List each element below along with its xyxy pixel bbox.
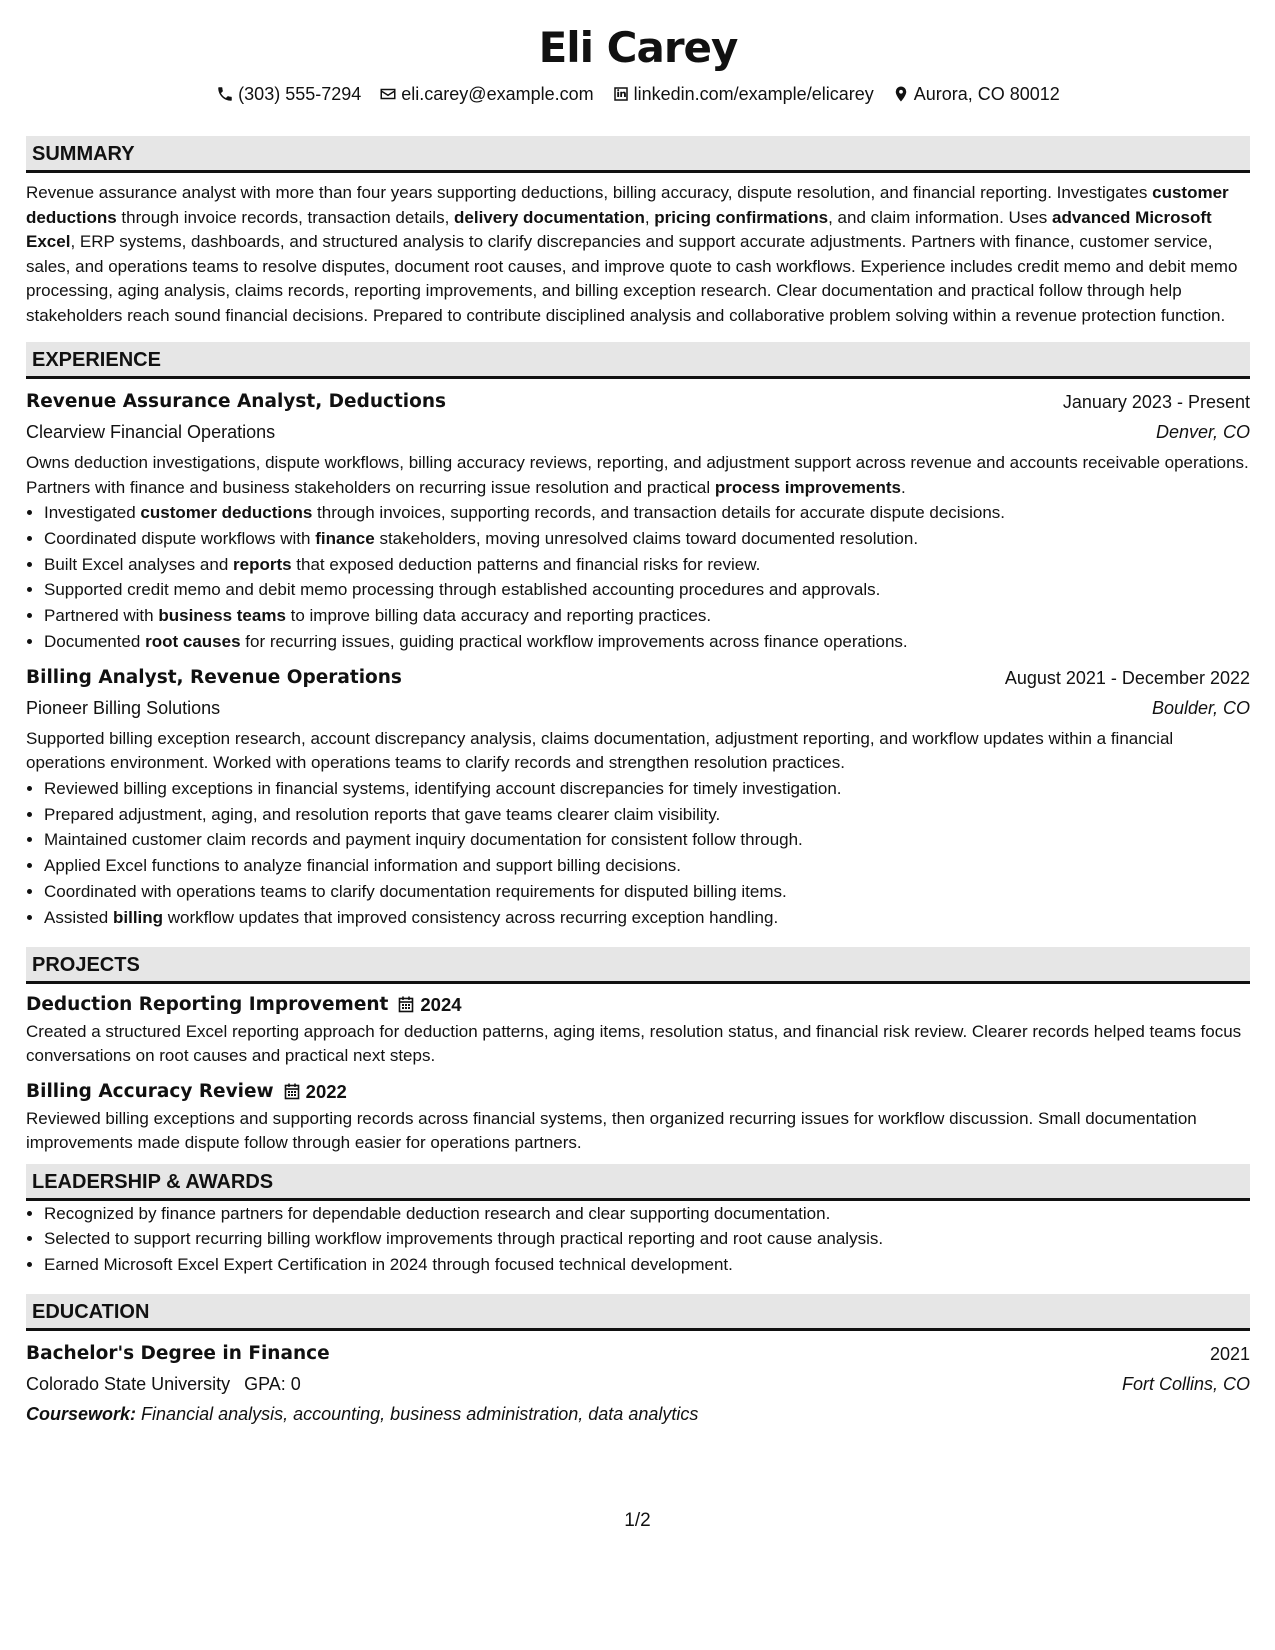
edu-gpa: GPA: 0	[244, 1373, 301, 1394]
text-run: Supported credit memo and debit memo processing through established accounting procedures and approvals.	[44, 580, 881, 600]
job-title: Revenue Assurance Analyst, Deductions	[26, 391, 447, 412]
summary-text	[26, 181, 1250, 328]
job-location: Boulder, CO	[1151, 697, 1250, 718]
emphasis-text: advanced Microsoft Excel	[26, 207, 1212, 251]
edu-location: Fort Collins, CO	[1121, 1373, 1250, 1394]
project-title: Deduction Reporting Improvement	[26, 993, 389, 1015]
calendar-icon	[284, 1083, 300, 1100]
education-entry	[26, 1339, 1250, 1429]
section-header-summary: SUMMARY	[26, 136, 1250, 173]
experience-entry	[26, 387, 1250, 655]
section-header-education: EDUCATION	[26, 1294, 1250, 1331]
text-run: Assisted	[44, 907, 113, 927]
leadership-item: • Earned Microsoft Excel Expert Certification in 2024 through focused technical development.	[44, 1252, 1250, 1278]
project-year	[398, 990, 461, 1020]
contact-email[interactable]	[379, 82, 593, 106]
text-run: through invoices, supporting records, and transaction details for accurate dispute decisions.	[312, 503, 1005, 522]
bullet-item	[44, 802, 1250, 828]
text-run: Documented	[44, 631, 146, 651]
job-bullets	[26, 776, 1250, 931]
job-company: Clearview Financial Operations	[26, 422, 276, 442]
text-run: Maintained customer claim records and payment inquiry documentation for consistent follow through.	[44, 830, 803, 850]
job-dates: August 2021 - December 2022	[1004, 667, 1250, 688]
project-title: Billing Accuracy Review	[26, 1080, 274, 1102]
text-run: Reviewed billing exceptions in financial systems, identifying account discrepancies for timely investigation.	[44, 778, 842, 798]
leadership-item: • Selected to support recurring billing workflow improvements through practical reporting and root cause analysis.	[44, 1226, 1250, 1252]
bullet-item	[44, 879, 1250, 905]
project-year	[284, 1077, 347, 1107]
text-run: .	[901, 477, 906, 497]
text-run: Supported billing exception research, account discrepancy analysis, claims documentation, adjustment reporting, and workflow updates within a financial operations environment. Worked with operations teams to clarify records and strengthen resolution practices.	[26, 728, 1174, 773]
bullet-item	[44, 500, 1250, 526]
coursework-text: Financial analysis, accounting, business administration, data analytics	[141, 1403, 699, 1424]
text-run: Partnered with	[44, 606, 159, 626]
emphasis-text: finance	[315, 528, 375, 548]
text-run: Applied Excel functions to analyze financial information and support billing decisions.	[44, 856, 681, 876]
contact-bar	[26, 82, 1250, 106]
experience-entry	[26, 663, 1250, 931]
text-run: , ERP systems, dashboards, and structured analysis to clarify discrepancies and support accurate adjustments. Partners with finance, customer service, sales, and operations teams to resolve disputes, document root causes, and improve quote to cash workflows. Experience includes credit memo and debit memo processing, aging analysis, claims records, reporting improvements, and billing exception research. Clear documentation and practical follow through help stakeholders reach sound financial decisions. Prepared to contribute disciplined analysis and collaborative problem solving within a revenue protection function.	[26, 232, 1238, 325]
job-description	[26, 451, 1250, 500]
emphasis-text: process improvements	[714, 477, 902, 497]
text-run: to improve billing data accuracy and reporting practices.	[285, 606, 712, 626]
linkedin-icon	[612, 85, 630, 103]
bullet-item	[44, 827, 1250, 853]
emphasis-text: customer deductions	[26, 183, 1229, 227]
emphasis-text: delivery documentation	[454, 207, 645, 227]
contact-phone	[216, 82, 361, 106]
phone-icon	[216, 85, 234, 103]
job-company: Pioneer Billing Solutions	[26, 697, 221, 718]
emphasis-text: customer deductions	[140, 503, 313, 522]
section-header-leadership: LEADERSHIP & AWARDS	[26, 1164, 1250, 1201]
leadership-list	[26, 1201, 1250, 1278]
email-link[interactable]: eli.carey@example.com	[401, 84, 594, 104]
text-run: Built Excel analyses and	[44, 554, 233, 574]
job-dates: January 2023 - Present	[1062, 392, 1250, 412]
section-header-experience: EXPERIENCE	[26, 342, 1250, 379]
contact-linkedin[interactable]	[612, 82, 874, 106]
candidate-name: Eli Carey	[538, 23, 738, 72]
phone-text: (303) 555-7294	[238, 84, 362, 104]
bullet-item	[44, 603, 1250, 629]
text-run: , and claim information. Uses	[828, 207, 1053, 227]
text-run: Coordinated with operations teams to clarify documentation requirements for disputed billing items.	[44, 881, 787, 901]
coursework-label: Coursework:	[26, 1403, 137, 1424]
text-run: Owns deduction investigations, dispute workflows, billing accuracy reviews, reporting, and adjustment support across revenue and accounts receivable operations. Partners with finance and business stakeholders on recurring issue resolution and practical	[26, 453, 1249, 497]
job-location: Denver, CO	[1155, 422, 1250, 442]
text-run: through invoice records, transaction details,	[116, 207, 455, 227]
edu-year: 2021	[1209, 1343, 1250, 1364]
bullet-item	[44, 853, 1250, 879]
job-description	[26, 727, 1250, 776]
project-description: Reviewed billing exceptions and supporting records across financial systems, then organized recurring issues for workflow discussion. Small documentation improvements made dispute follow through easier for operations partners.	[26, 1108, 1197, 1153]
leadership-item: • Recognized by finance partners for dependable deduction research and clear supporting documentation.	[44, 1201, 1250, 1227]
contact-location	[892, 82, 1060, 106]
location-text: Aurora, CO 80012	[913, 84, 1060, 104]
text-run: ,	[644, 207, 655, 227]
emphasis-text: reports	[233, 554, 292, 574]
job-title: Billing Analyst, Revenue Operations	[26, 666, 402, 688]
bullet-item	[44, 577, 1250, 603]
bullet-item	[44, 552, 1250, 578]
bullet-item	[44, 905, 1250, 931]
emphasis-text: billing	[112, 907, 164, 927]
resume-page	[26, 0, 1250, 1429]
calendar-icon	[398, 996, 414, 1013]
edu-coursework	[26, 1399, 1250, 1429]
project-year-text: 2022	[305, 1080, 347, 1102]
text-run: Revenue assurance analyst with more than four years supporting deductions, billing accuracy, dispute resolution, and financial reporting. Investigates	[26, 183, 1153, 202]
bullet-item	[44, 629, 1250, 655]
edu-school: Colorado State University	[26, 1373, 231, 1394]
edu-school-line	[26, 1369, 301, 1399]
text-run: Prepared adjustment, aging, and resolution reports that gave teams clearer claim visibility.	[44, 804, 721, 824]
project-entry	[26, 1077, 1250, 1156]
bullet-item	[44, 526, 1250, 552]
text-run: Coordinated dispute workflows with	[44, 528, 316, 548]
edu-degree: Bachelor's Degree in Finance	[26, 1342, 330, 1364]
text-run: for recurring issues, guiding practical workflow improvements across finance operations.	[240, 631, 908, 651]
text-run: Investigated	[44, 503, 141, 522]
section-header-projects: PROJECTS	[26, 947, 1250, 984]
text-run: workflow updates that improved consistency across recurring exception handling.	[163, 907, 779, 927]
emphasis-text: root causes	[145, 631, 241, 651]
text-run: that exposed deduction patterns and financial risks for review.	[291, 554, 761, 574]
bullet-item	[44, 776, 1250, 802]
project-description: Created a structured Excel reporting approach for deduction patterns, aging items, resolution status, and financial risk review. Clearer records helped teams focus conversations on root causes and practical next steps.	[26, 1021, 1242, 1066]
linkedin-link[interactable]: linkedin.com/example/elicarey	[633, 84, 874, 104]
page-number: 1/2	[624, 1510, 651, 1531]
emphasis-text: pricing confirmations	[654, 207, 829, 227]
project-year-text: 2024	[420, 993, 462, 1015]
text-run: stakeholders, moving unresolved claims toward documented resolution.	[374, 528, 919, 548]
emphasis-text: business teams	[158, 606, 286, 626]
map-pin-icon	[892, 85, 910, 103]
project-entry	[26, 990, 1250, 1069]
envelope-icon	[379, 85, 397, 103]
job-bullets	[26, 500, 1250, 655]
